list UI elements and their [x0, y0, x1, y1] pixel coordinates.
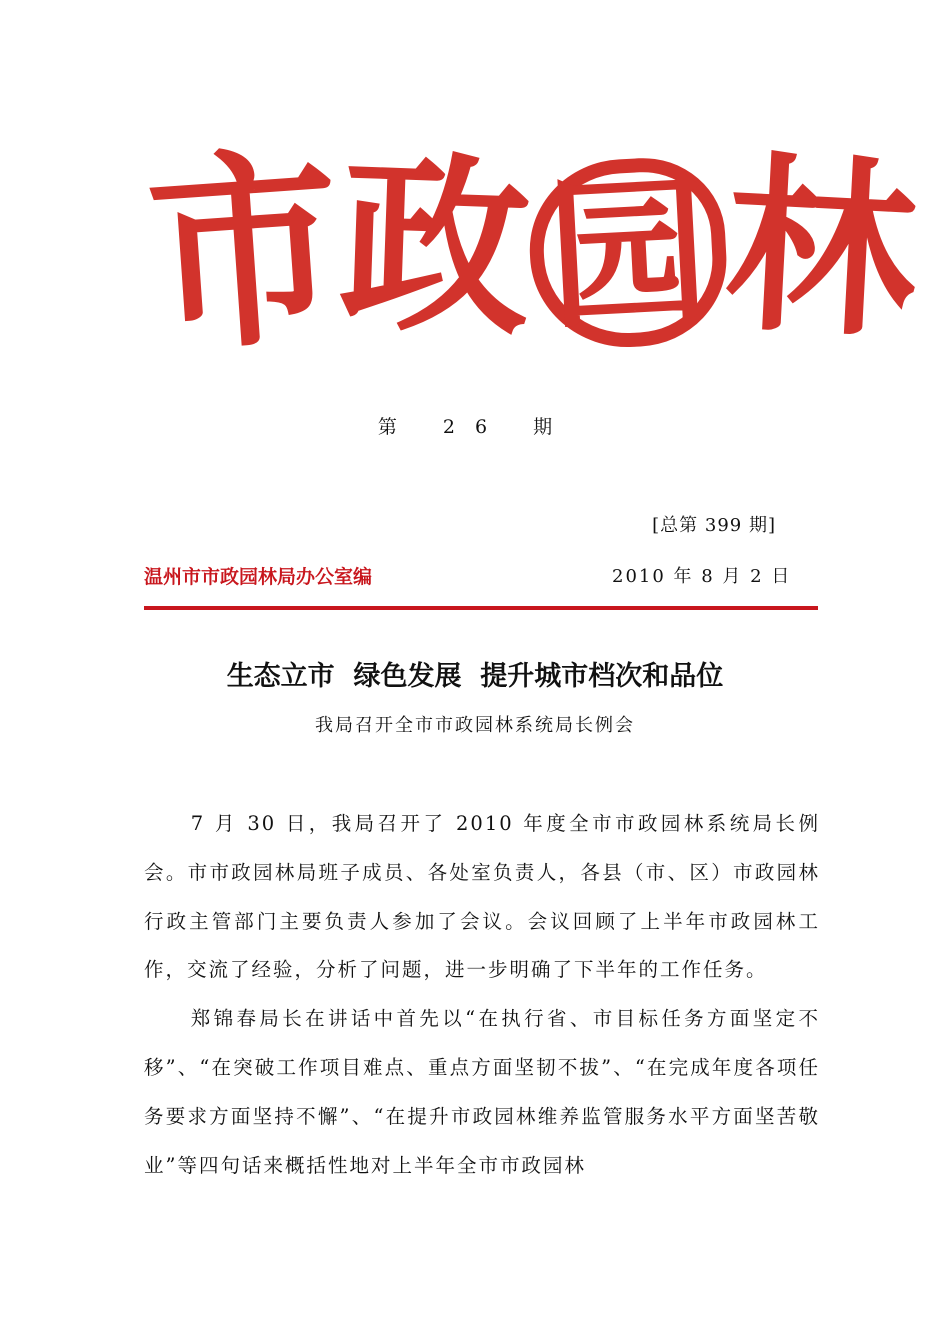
- issue-number: 第 26 期: [377, 416, 573, 438]
- article-body: [144, 800, 820, 1190]
- header-divider-line: [144, 606, 818, 610]
- article-paragraph: 7 月 30 日，我局召开了 2010 年度全市市政园林系统局长例会。市市政园林局班子成员、各处室负责人，各县（市、区）市政园林行政主管部门主要负责人参加了会议。会议回顾了上半年市政园林工作，交流了经验，分析了问题，进一步明确了下半年的工作任务。: [144, 812, 820, 982]
- article-paragraph: 郑锦春局长在讲话中首先以“在执行省、市目标任务方面坚定不移”、“在突破工作项目难点、重点方面坚韧不拔”、“在完成年度各项任务要求方面坚持不懈”、“在提升市政园林维养监管服务水平方面坚苦敬业”等四句话来概括性地对上半年全市市政园林: [144, 1007, 820, 1177]
- masthead-char-shi: 市: [141, 123, 349, 382]
- masthead-calligraphy-logo: [141, 118, 923, 388]
- masthead-char-zheng: 政: [336, 131, 535, 362]
- editor-office: 温州市市政园林局办公室编: [144, 566, 373, 588]
- masthead-char-lin: 林: [720, 132, 923, 365]
- article-subheadline: 我局召开全市市政园林系统局长例会: [315, 715, 635, 736]
- masthead-char-yuan: 园: [525, 154, 731, 352]
- article-headline: 生态立市 绿色发展 提升城市档次和品位: [226, 661, 724, 692]
- publication-date: 2010 年 8 月 2 日: [612, 566, 792, 587]
- total-issue-number: [总第 399 期]: [652, 515, 776, 536]
